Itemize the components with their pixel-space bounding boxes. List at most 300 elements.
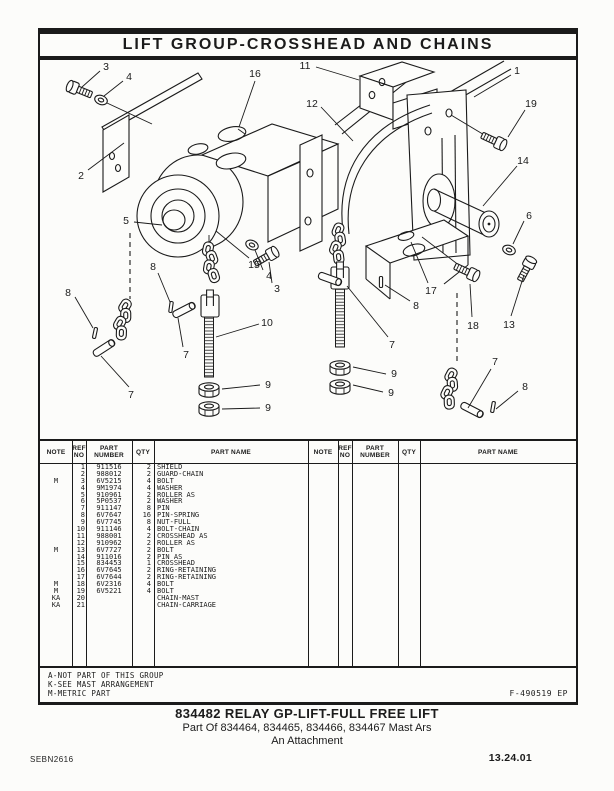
table-cell: 1 — [146, 560, 151, 568]
callout-number: 7 — [389, 339, 395, 351]
table-cell: RING-RETAINING — [157, 574, 217, 582]
callout-number: 8 — [522, 381, 528, 393]
nut-9-c — [330, 361, 350, 375]
callout-number: 12 — [306, 98, 318, 110]
table-cell — [308, 574, 338, 581]
col-note: NOTE — [46, 448, 66, 456]
table-cell: 16 — [76, 567, 85, 575]
callout-number: 8 — [65, 287, 71, 299]
table-cell — [352, 540, 398, 547]
table-cell — [338, 498, 352, 505]
table-cell: KA — [51, 594, 61, 602]
callout-leader-line — [468, 369, 491, 408]
callout-leader-line — [216, 324, 259, 337]
table-cell: 4 — [146, 526, 151, 533]
table-cell — [40, 512, 72, 519]
callout-number: 8 — [413, 300, 419, 312]
table-cell — [398, 498, 420, 505]
spring-pin-8-bottom-right — [490, 401, 495, 412]
table-cell — [132, 595, 154, 602]
callout-leader-line — [158, 273, 170, 302]
page-title: LIFT GROUP-CROSSHEAD AND CHAINS — [122, 36, 494, 53]
table-cell — [398, 471, 420, 478]
table-cell: 911147 — [96, 505, 122, 513]
table-cell — [308, 602, 338, 609]
table-cell — [398, 588, 420, 595]
callout-leader-line — [101, 356, 129, 387]
table-cell — [308, 526, 338, 533]
table-cell — [86, 602, 132, 609]
table-cell — [352, 498, 398, 505]
callout-leader-line — [353, 385, 383, 392]
table-cell — [338, 464, 352, 471]
table-cell: PIN — [157, 505, 170, 513]
table-cell — [308, 498, 338, 505]
table-cell: 15 — [76, 560, 85, 568]
table-cell — [352, 526, 398, 533]
table-cell — [308, 588, 338, 595]
table-cell — [338, 533, 352, 540]
table-cell — [398, 595, 420, 602]
bolt-13 — [515, 255, 538, 284]
table-cell: 5 — [80, 491, 85, 499]
table-body — [40, 464, 576, 609]
diagram-svg — [40, 60, 576, 438]
nut-9-a — [199, 383, 219, 397]
table-cell: 19 — [76, 588, 85, 595]
table-cell — [338, 526, 352, 533]
table-cell: 2 — [146, 539, 151, 547]
table-cell — [338, 588, 352, 595]
table-cell — [352, 595, 398, 602]
pin-7-bottom-right — [460, 401, 485, 418]
drawing-number: F-490519 EP — [509, 689, 568, 698]
table-cell: BOLT — [157, 588, 174, 595]
table-cell: 2 — [146, 498, 151, 506]
table-cell — [338, 540, 352, 547]
table-cell — [338, 478, 352, 485]
table-cell — [40, 498, 72, 505]
table-cell — [308, 519, 338, 526]
table-cell: 911516 — [96, 464, 122, 471]
table-cell — [420, 471, 576, 478]
table-cell — [420, 492, 576, 499]
table-cell — [308, 492, 338, 499]
table-cell: 20 — [76, 594, 85, 602]
callout-leader-line — [316, 67, 359, 80]
table-cell — [338, 471, 352, 478]
pin-7-left — [92, 339, 116, 358]
table-cell: 2 — [146, 553, 151, 561]
chain-bottom-right — [437, 366, 462, 411]
table-cell: 8 — [146, 519, 151, 527]
callout-number: 3 — [103, 61, 109, 73]
nut-9-b — [199, 402, 219, 416]
table-cell: 18 — [76, 581, 85, 589]
table-cell: 911146 — [96, 526, 122, 533]
table-cell — [338, 547, 352, 554]
legend-line-m: M-METRIC PART — [48, 689, 111, 698]
exploded-view-diagram — [40, 60, 576, 438]
callout-number: 9 — [391, 368, 397, 380]
table-cell: KA — [51, 601, 61, 609]
table-cell — [420, 540, 576, 547]
table-cell: 9M1974 — [96, 484, 122, 492]
callout-number: 4 — [266, 270, 272, 282]
table-cell: CHAIN-CARRIAGE — [157, 601, 217, 609]
table-cell: 6V5215 — [96, 477, 122, 485]
table-cell: GUARD-CHAIN — [157, 470, 204, 478]
table-cell — [40, 533, 72, 540]
table-cell: 6V7727 — [96, 546, 122, 554]
table-cell: M — [53, 546, 59, 554]
col-ref: REF NO — [72, 445, 86, 459]
callout-number: 2 — [78, 170, 84, 182]
pin-7-mid — [172, 301, 197, 318]
table-cell — [338, 560, 352, 567]
table-cell — [308, 567, 338, 574]
table-cell — [352, 492, 398, 499]
table-cell: 4 — [146, 581, 151, 589]
callout-number: 7 — [492, 356, 498, 368]
table-cell — [40, 554, 72, 561]
callout-leader-line — [222, 408, 260, 409]
table-cell: WASHER — [157, 484, 183, 492]
table-cell: BOLT — [157, 477, 174, 485]
side-bracket — [300, 135, 322, 251]
parts-table — [40, 439, 576, 668]
bolt-3-top-left — [65, 79, 94, 100]
callout-number: 18 — [467, 320, 479, 332]
table-cell: 11 — [76, 532, 85, 540]
table-cell — [352, 547, 398, 554]
table-cell: 16 — [142, 512, 151, 520]
table-cell — [40, 471, 72, 478]
table-cell — [420, 464, 576, 471]
table-cell — [398, 505, 420, 512]
table-cell — [308, 554, 338, 561]
table-cell — [420, 519, 576, 526]
table-cell — [398, 560, 420, 567]
table-cell — [420, 478, 576, 485]
callout-number: 3 — [274, 283, 280, 295]
title-band — [40, 30, 576, 60]
table-cell: 13 — [76, 546, 85, 554]
table-cell — [420, 595, 576, 602]
callout-number: 19 — [525, 98, 537, 110]
table-cell — [40, 574, 72, 581]
table-cell: WASHER — [157, 498, 183, 506]
table-cell — [338, 492, 352, 499]
table-cell — [308, 478, 338, 485]
table-cell — [352, 567, 398, 574]
table-cell: NUT-FULL — [157, 519, 191, 527]
table-cell — [338, 567, 352, 574]
spring-pin-8-mid — [169, 301, 174, 312]
table-cell: 2 — [146, 546, 151, 554]
col-qty-2: QTY — [402, 448, 416, 456]
table-cell — [420, 547, 576, 554]
callout-leader-line — [483, 166, 517, 206]
table-cell — [352, 512, 398, 519]
notes-legend — [48, 671, 164, 698]
table-cell: 9 — [80, 519, 85, 527]
table-cell: 834453 — [96, 560, 122, 568]
bolt-chain-10 — [205, 317, 214, 377]
table-cell — [352, 574, 398, 581]
callout-number: 9 — [265, 402, 271, 414]
table-cell — [308, 581, 338, 588]
callout-number: 9 — [265, 379, 271, 391]
table-cell — [398, 533, 420, 540]
table-cell — [420, 588, 576, 595]
col-note-2: NOTE — [313, 448, 333, 456]
table-cell — [398, 512, 420, 519]
table-cell: 2 — [146, 532, 151, 540]
table-cell: 6V7645 — [96, 567, 122, 575]
table-cell: CROSSHEAD — [157, 560, 195, 568]
table-cell — [308, 485, 338, 492]
callout-leader-line — [513, 221, 524, 244]
table-cell — [308, 471, 338, 478]
callout-leader-line — [82, 71, 100, 87]
table-cell: 988001 — [96, 532, 122, 540]
callout-leader-line — [75, 297, 93, 328]
table-cell — [420, 485, 576, 492]
left-crosshead-assembly — [65, 73, 338, 416]
table-cell — [352, 471, 398, 478]
table-cell — [420, 567, 576, 574]
document-number: SEBN2616 — [30, 755, 74, 764]
col-part-number-2: PART NUMBER — [360, 445, 390, 459]
table-cell — [40, 526, 72, 533]
table-cell: RING-RETAINING — [157, 567, 217, 575]
caption-attachment: An Attachment — [271, 735, 343, 747]
table-cell — [40, 485, 72, 492]
drawing-frame — [38, 28, 578, 705]
callout-leader-line — [511, 275, 524, 316]
table-cell: 4 — [146, 484, 151, 492]
col-qty: QTY — [136, 448, 150, 456]
table-cell: 2 — [80, 470, 85, 478]
bolt-18 — [452, 261, 481, 283]
table-cell: 5P0537 — [96, 498, 122, 506]
callout-number: 13 — [503, 319, 515, 331]
table-cell: 6V7644 — [96, 574, 122, 582]
table-cell: ROLLER AS — [157, 491, 195, 499]
table-cell: PIN AS — [157, 553, 183, 561]
table-cell: BOLT — [157, 546, 174, 554]
table-cell — [420, 574, 576, 581]
callout-leader-line — [239, 81, 255, 127]
callout-number: 7 — [128, 389, 134, 401]
table-cell — [308, 505, 338, 512]
table-cell — [308, 540, 338, 547]
callout-leader-line — [470, 284, 472, 317]
table-cell: 8 — [146, 505, 151, 513]
table-cell — [420, 581, 576, 588]
bolt-chain-right — [336, 289, 345, 347]
callout-number: 11 — [299, 60, 311, 72]
table-cell: 3 — [80, 477, 85, 485]
caption-title: 834482 RELAY GP-LIFT-FULL FREE LIFT — [175, 706, 439, 721]
page-number: 13.24.01 — [488, 752, 532, 764]
callout-leader-line — [353, 367, 386, 374]
callout-number: 1 — [514, 65, 520, 77]
washer-4-top-left — [93, 94, 108, 107]
table-cell: 6V2316 — [96, 581, 122, 589]
legend-line-k: K-SEE MAST ARRANGEMENT — [48, 680, 154, 689]
table-cell — [40, 540, 72, 547]
table-cell — [352, 602, 398, 609]
table-cell — [338, 554, 352, 561]
table-cell — [352, 554, 398, 561]
table-cell — [86, 595, 132, 602]
table-cell: 8 — [80, 512, 85, 520]
table-cell: BOLT — [157, 581, 174, 589]
table-cell — [420, 554, 576, 561]
table-cell — [398, 492, 420, 499]
callout-leader-line — [321, 107, 353, 141]
table-cell — [352, 464, 398, 471]
table-cell — [352, 485, 398, 492]
table-cell: 17 — [76, 574, 85, 582]
table-cell: 1 — [80, 464, 85, 471]
bolt-19 — [479, 130, 508, 152]
callout-number: 14 — [517, 155, 529, 167]
spring-pin-8-right — [379, 277, 382, 288]
table-cell — [132, 602, 154, 609]
table-cell: 6V7745 — [96, 519, 122, 527]
table-cell — [308, 512, 338, 519]
table-cell — [338, 595, 352, 602]
table-cell: 911016 — [96, 553, 122, 561]
table-cell — [308, 560, 338, 567]
table-cell: 21 — [76, 601, 85, 609]
right-mast-assembly — [318, 61, 538, 419]
callout-number: 15 — [248, 259, 260, 271]
col-part-number: PART NUMBER — [94, 445, 124, 459]
table-cell: SHIELD — [157, 464, 183, 471]
table-cell: 6 — [80, 498, 85, 506]
callout-number: 4 — [126, 71, 132, 83]
table-cell — [352, 478, 398, 485]
table-cell: 988012 — [96, 470, 122, 478]
callout-leader-line — [104, 81, 123, 96]
col-part-name: PART NAME — [211, 448, 251, 456]
table-cell: 2 — [146, 470, 151, 478]
table-cell — [308, 464, 338, 471]
table-cell — [338, 485, 352, 492]
table-cell — [398, 478, 420, 485]
caption-part-of: Part Of 834464, 834465, 834466, 834467 Mast Ars — [182, 722, 432, 734]
table-cell — [398, 554, 420, 561]
table-cell: 7 — [80, 505, 85, 513]
table-cell: M — [53, 477, 59, 485]
washer-6 — [501, 244, 516, 257]
table-cell: 4 — [146, 588, 151, 595]
table-cell: PIN-SPRING — [157, 512, 200, 520]
table-cell — [398, 485, 420, 492]
table-cell: BOLT-CHAIN — [157, 526, 200, 533]
table-cell — [420, 505, 576, 512]
table-cell: M — [53, 588, 59, 595]
callout-leader-line — [216, 231, 249, 258]
table-cell — [308, 595, 338, 602]
legend-line-a: A-NOT PART OF THIS GROUP — [48, 671, 164, 680]
table-cell: 14 — [76, 553, 85, 561]
table-cell — [398, 581, 420, 588]
table-cell — [420, 526, 576, 533]
table-cell: 2 — [146, 464, 151, 471]
table-cell — [338, 505, 352, 512]
nut-9-d — [330, 380, 350, 394]
table-cell — [420, 498, 576, 505]
callout-leader-line — [508, 110, 525, 137]
callout-number: 7 — [183, 349, 189, 361]
table-cell — [40, 464, 72, 471]
table-cell: 2 — [146, 574, 151, 582]
table-cell — [398, 464, 420, 471]
table-cell: 12 — [76, 539, 85, 547]
table-cell — [40, 505, 72, 512]
table-cell — [338, 519, 352, 526]
table-cell: CROSSHEAD AS — [157, 532, 208, 540]
col-part-name-2: PART NAME — [478, 448, 518, 456]
callout-number: 5 — [123, 215, 129, 227]
callout-leader-line — [222, 385, 260, 389]
table-cell — [398, 602, 420, 609]
table-cell — [420, 512, 576, 519]
spring-pin-8-left — [92, 327, 97, 338]
table-cell — [352, 505, 398, 512]
table-cell — [398, 547, 420, 554]
callout-leader-line — [178, 318, 183, 347]
table-cell — [352, 560, 398, 567]
table-cell — [338, 574, 352, 581]
chain-right-rod — [327, 221, 348, 265]
table-cell: 6V5221 — [96, 588, 122, 595]
table-cell — [40, 519, 72, 526]
table-cell — [352, 581, 398, 588]
table-cell: 2 — [146, 491, 151, 499]
table-cell — [352, 533, 398, 540]
table-cell — [338, 581, 352, 588]
table-cell: 2 — [146, 567, 151, 575]
table-cell — [420, 533, 576, 540]
table-cell: 6V7647 — [96, 512, 122, 520]
callout-number: 6 — [526, 210, 532, 222]
table-cell: 910962 — [96, 539, 122, 547]
table-cell: 10 — [76, 526, 85, 533]
table-cell — [398, 567, 420, 574]
callout-number: 9 — [388, 387, 394, 399]
table-cell — [420, 560, 576, 567]
table-cell: 910961 — [96, 491, 122, 499]
table-cell — [40, 560, 72, 567]
table-cell: 4 — [146, 477, 151, 485]
table-cell: ROLLER AS — [157, 539, 195, 547]
table-cell — [352, 519, 398, 526]
table-cell — [308, 547, 338, 554]
table-header — [40, 441, 576, 464]
callout-leader-line — [347, 286, 388, 337]
table-cell — [420, 602, 576, 609]
washer-4-mid — [244, 238, 260, 252]
table-cell — [40, 567, 72, 574]
table-cell: 4 — [80, 484, 85, 492]
callout-number: 16 — [249, 68, 261, 80]
